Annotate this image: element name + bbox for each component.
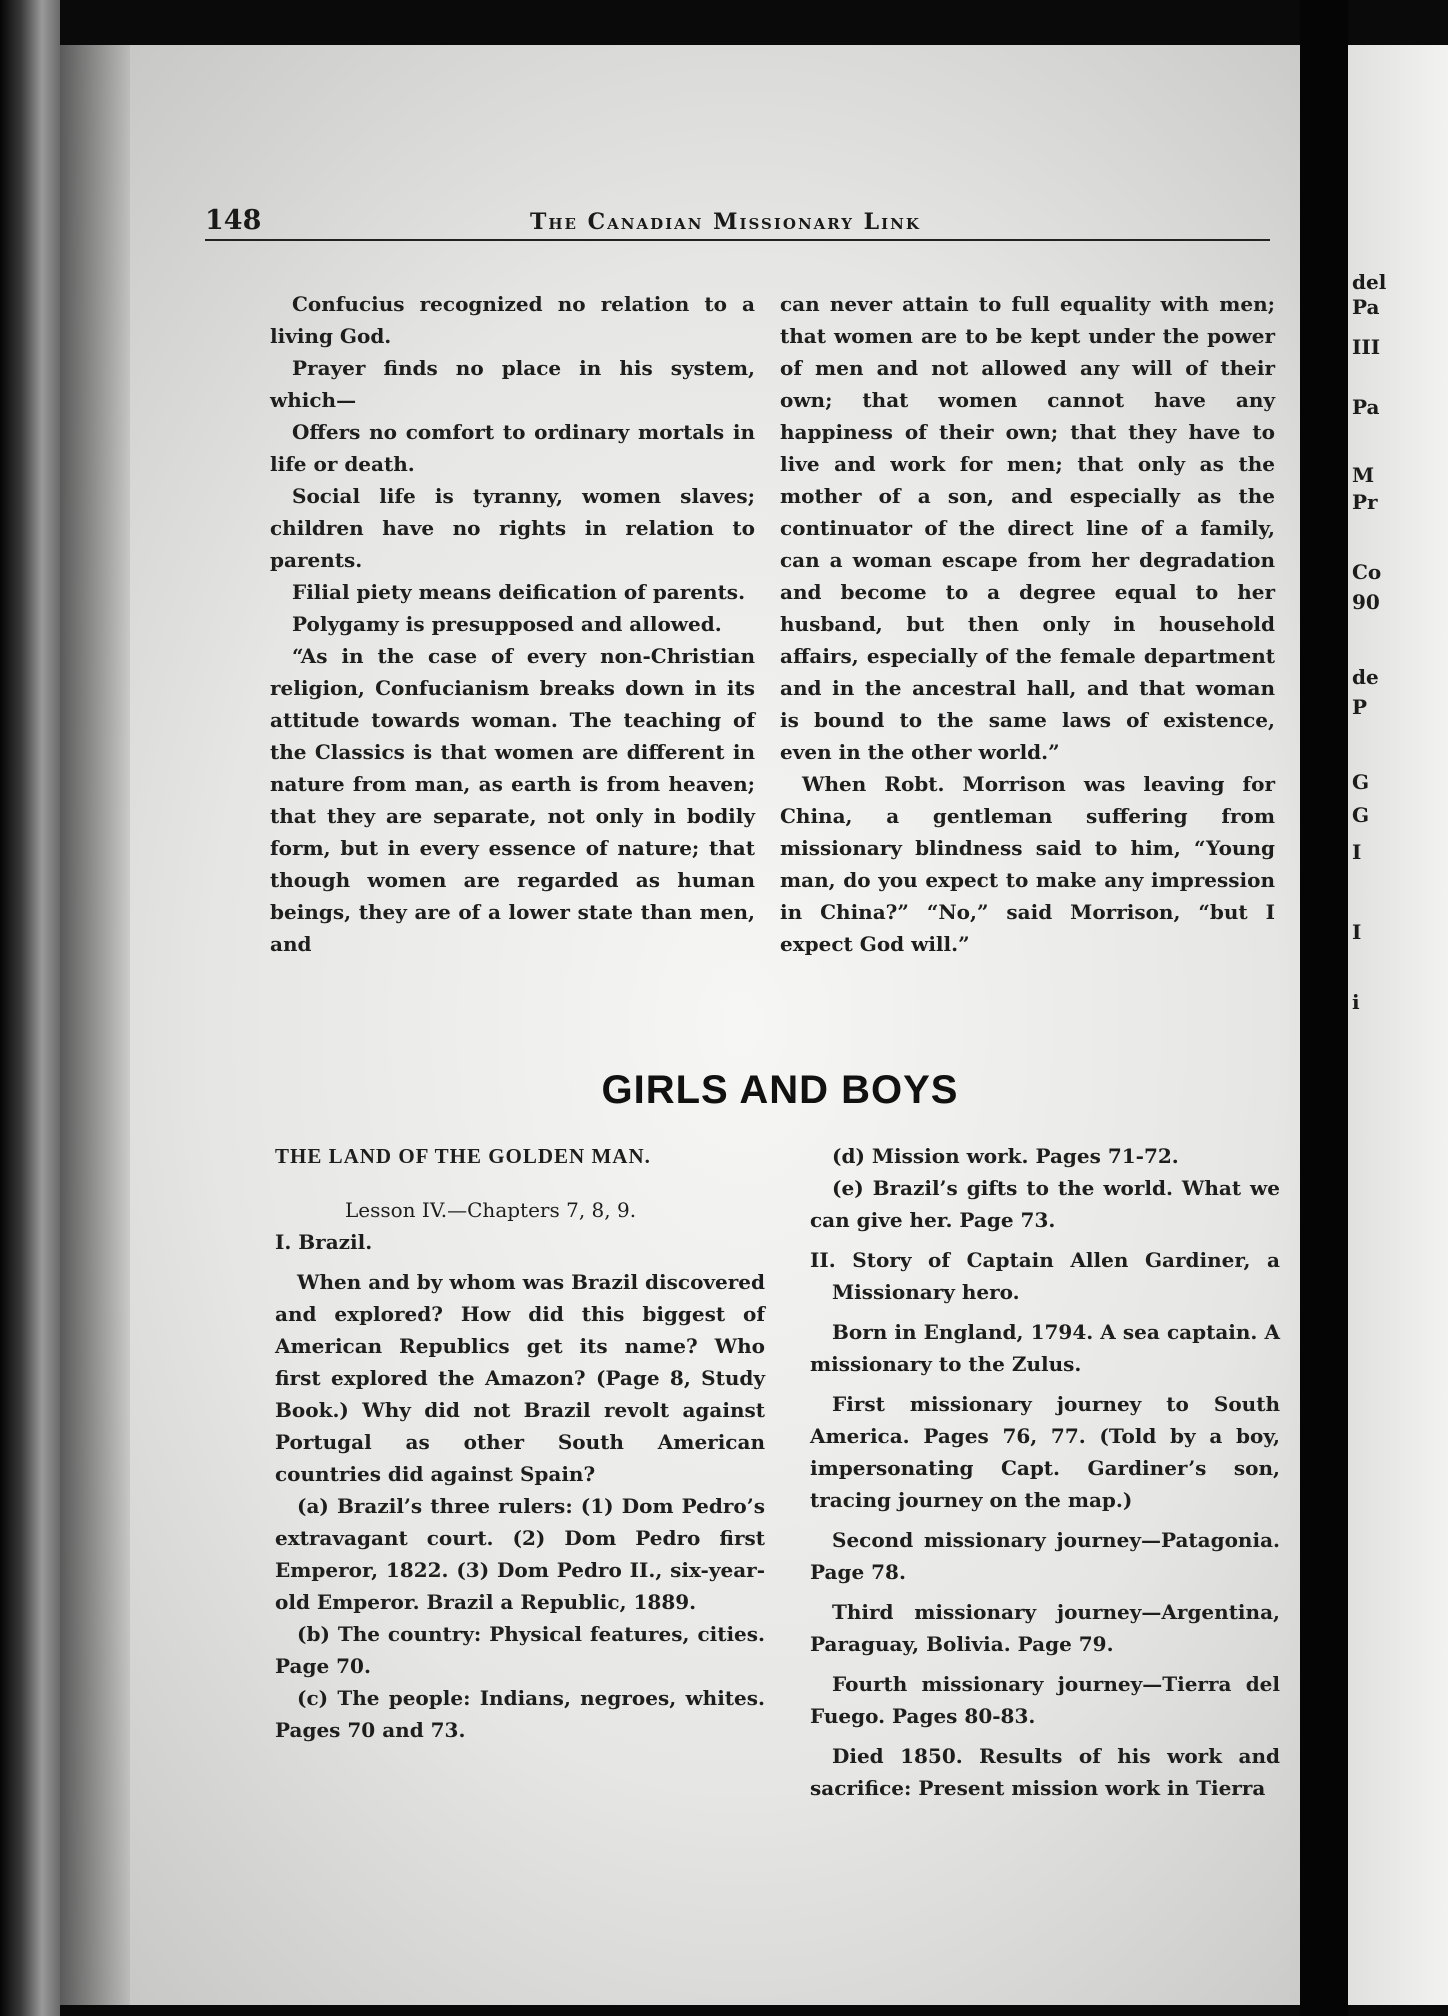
next-page-fragment: G: [1352, 770, 1370, 794]
next-page-fragment: de: [1352, 665, 1379, 689]
paragraph: Filial piety means deification of parents.: [292, 580, 746, 604]
next-page-edge: [1348, 45, 1448, 2005]
paragraph: Fourth missionary journey—Tierra del Fuego. Pages 80-83.: [810, 1672, 1280, 1728]
article-right-column: [810, 1140, 1280, 1804]
next-page-fragment: Co: [1352, 560, 1382, 584]
next-page-fragment: I: [1352, 840, 1362, 864]
list-item: (a) Brazil’s three rulers: (1) Dom Pedro’s extravagant court. (2) Dom Pedro first Emperor, 1822. (3) Dom Pedro II., six-year-old Emperor. Brazil a Republic, 1889.: [275, 1494, 765, 1614]
paragraph: can never attain to full equality with men; that women are to be kept under the power of men and not allowed any will of their own; that women cannot have any happiness of their own; that they have to live and work for men; that only as the mother of a son, and especially as the continuator of the direct line of a family, can a woman escape from her degradation and become to a degree equal to her husband, but then only in household affairs, especially of the female department and in the ancestral hall, and that woman is bound to the same laws of existence, even in the other world.”: [780, 292, 1275, 764]
part-heading: I. Brazil.: [275, 1230, 373, 1254]
paragraph: “As in the case of every non-Christian religion, Confucianism breaks down in its attitude towards woman. The teaching of the Classics is that women are different in nature from man, as earth is from heaven; that they are separate, not only in bodily form, but in every essence of nature; that though women are regarded as human beings, they are of a lower state than men, and: [270, 644, 755, 956]
next-page-fragment: Pa: [1352, 395, 1380, 419]
paragraph: Prayer finds no place in his system, which—: [270, 356, 755, 412]
top-right-column: [780, 288, 1275, 960]
paragraph: Died 1850. Results of his work and sacrifice: Present mission work in Tierra: [810, 1744, 1280, 1800]
paragraph: Polygamy is presupposed and allowed.: [292, 612, 722, 636]
paragraph: When Robt. Morrison was leaving for China, a gentleman suffering from missionary blindness said to him, “Young man, do you expect to make any impression in China?” “No,” said Morrison, “but I expect God will.”: [780, 772, 1275, 956]
section-heading: GIRLS AND BOYS: [601, 1068, 959, 1112]
next-page-fragment: Pa: [1352, 295, 1380, 319]
paragraph: Offers no comfort to ordinary mortals in life or death.: [270, 420, 755, 476]
page-header: [205, 205, 1270, 241]
page-gutter: [1300, 0, 1348, 2016]
paragraph: Third missionary journey—Argentina, Paraguay, Bolivia. Page 79.: [810, 1600, 1280, 1656]
next-page-fragment: Pr: [1352, 490, 1378, 514]
next-page-fragment: III: [1352, 335, 1381, 359]
article-title: THE LAND OF THE GOLDEN MAN.: [275, 1144, 651, 1168]
next-page-fragment: i: [1352, 990, 1360, 1014]
next-page-fragment: del: [1352, 270, 1387, 294]
paragraph: Second missionary journey—Patagonia. Page 78.: [810, 1528, 1280, 1584]
next-page-fragment: P: [1352, 695, 1368, 719]
list-item: (b) The country: Physical features, cities. Page 70.: [275, 1622, 765, 1678]
paragraph: Social life is tyranny, women slaves; children have no rights in relation to parents.: [270, 484, 755, 572]
next-page-fragment: 90: [1352, 590, 1380, 614]
next-page-fragment: G: [1352, 803, 1370, 827]
paragraph: When and by whom was Brazil discovered and explored? How did this biggest of American Republics get its name? Who first explored the Amazon? (Page 8, Study Book.) Why did not Brazil revolt against Portugal as other South American countries did against Spain?: [275, 1270, 765, 1486]
list-item: (d) Mission work. Pages 71-72.: [832, 1144, 1179, 1168]
running-title: The Canadian Missionary Link: [530, 209, 921, 235]
lesson-line: Lesson IV.—Chapters 7, 8, 9.: [345, 1198, 637, 1222]
article-left-column: [275, 1140, 765, 1746]
next-page-fragment: M: [1352, 463, 1375, 487]
paragraph: First missionary journey to South America. Pages 76, 77. (Told by a boy, impersonating Capt. Gardiner’s son, tracing journey on the map.): [810, 1392, 1280, 1512]
paragraph: Confucius recognized no relation to a living God.: [270, 292, 755, 348]
list-item: (e) Brazil’s gifts to the world. What we can give her. Page 73.: [810, 1176, 1280, 1232]
book-spine-shadow: [0, 0, 60, 2016]
page-number: 148: [205, 205, 262, 236]
list-item: (c) The people: Indians, negroes, whites. Pages 70 and 73.: [275, 1686, 765, 1742]
top-left-column: [270, 288, 755, 960]
next-page-fragment: I: [1352, 920, 1362, 944]
paragraph: Born in England, 1794. A sea captain. A missionary to the Zulus.: [810, 1320, 1280, 1376]
part-heading: II. Story of Captain Allen Gardiner, a Missionary hero.: [810, 1248, 1280, 1304]
